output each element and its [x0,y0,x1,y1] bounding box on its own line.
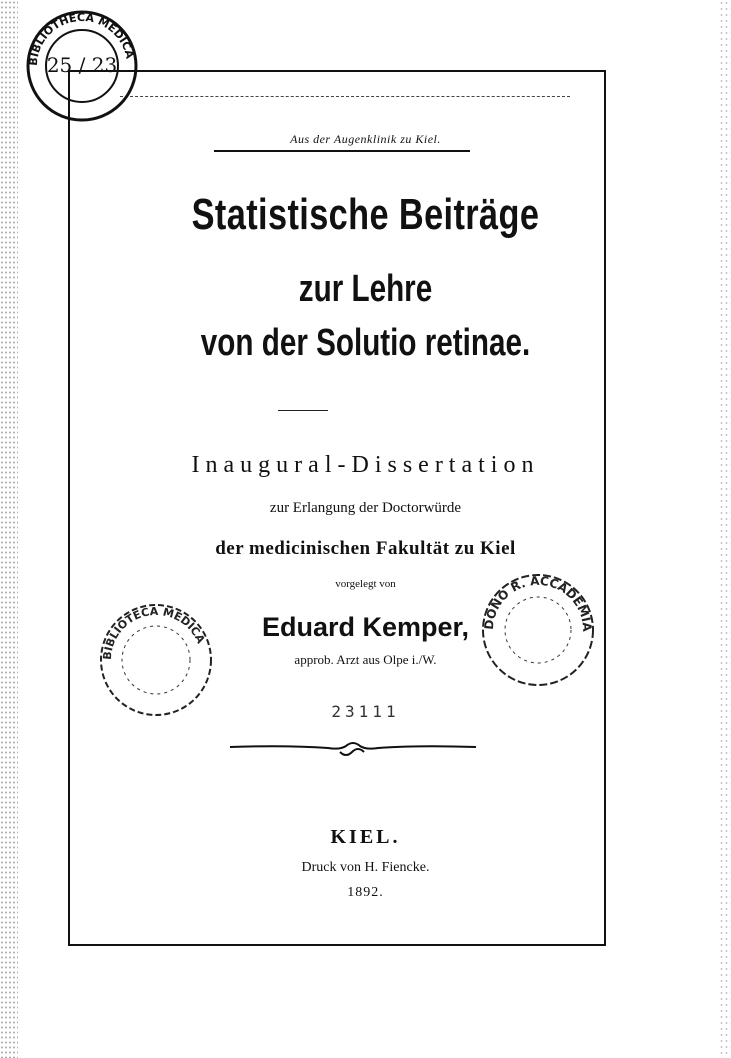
institute-header: Aus der Augenklinik zu Kiel. [290,132,441,146]
title-divider [278,410,328,411]
imprint-year: 1892. [347,885,384,900]
stamp-top-number: 25 / 23 [46,53,118,77]
inner-rule [120,96,570,99]
header-underline [214,150,470,152]
author-name: Eduard Kemper, [261,612,470,642]
title-line-1: Statistische Beiträge [191,190,540,239]
stamp-left-ring-text: BIBLIOTECA MEDICA [100,604,208,661]
stamp-right-ring-text: DONO R. ACCADEMIA [481,573,595,633]
dissertation-heading: Inaugural-Dissertation [191,452,540,478]
inventory-number: 23111 [331,702,400,721]
author-credential: approb. Arzt aus Olpe i./W. [294,652,437,667]
library-stamp-top [24,8,140,124]
imprint-printer: Druck von H. Fiencke. [301,860,430,875]
title-line-3: von der Solutio retinae. [200,322,531,364]
stamp-top-ring-text: BIBLIOTHECA MEDICA [26,10,137,67]
faculty-line: der medicinischen Fakultät zu Kiel [215,538,516,559]
imprint-place: KIEL. [330,826,401,848]
title-line-2: zur Lehre [298,268,433,310]
ornamental-rule [228,732,478,762]
presented-by-line: vorgelegt von [335,578,396,590]
purpose-line: zur Erlangung der Doctorwürde [269,500,462,516]
